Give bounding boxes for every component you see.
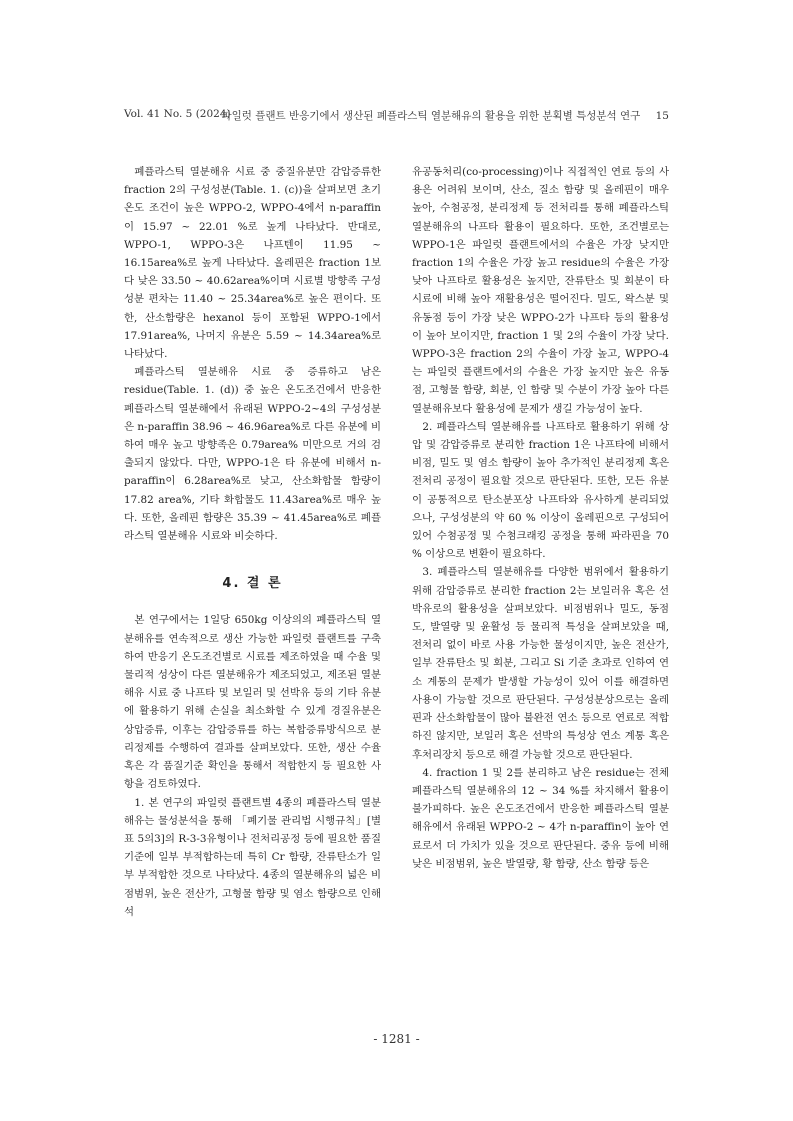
paragraph-fraction2-composition: 폐플라스틱 열분해유 시료 중 중질유분만 감압증류한 fraction 2의 구성성분(Table. 1. (c))을 살펴보면 초기온도 조건이 높은 WPPO-2, WPPO-4에서 n-paraffin이 15.97 ~ 22.01 %로 높게 나타났다. 반대로, WPPO-1, WPPO-3은 나프텐이 11.95 ~ 16.15area%로 높게 나타났다. 올레핀은 fraction 1보다 낮은 33.50 ~ 40.62area%이며 시료별 방향족 구성성분 편차는 11.40 ~ 25.34area%로 높은 편이다. 또한, 산소함량은 hexanol 등이 포함된 WPPO-1에서 17.91area%, 나머지 유분은 5.59 ~ 14.34area%로 나타났다.: [124, 166, 381, 361]
header-page-number: 15: [655, 110, 669, 122]
paragraph-conclusion-item-1: 1. 본 연구의 파일럿 플랜트별 4종의 폐플라스틱 열분해유는 물성분석을 통해 「폐기물 관리법 시행규칙」[별표 5의3]의 R-3-3유형이나 전처리공정 등에 필요한 품질기준에 일부 부적합하는데 특히 Cr 함량, 잔류탄소가 일부 부적합한 것으로 나타났다. 4종의 열분해유의 넓은 비점범위, 높은 전산가, 고형물 함량 및 염소 함량으로 인해 석: [124, 796, 381, 918]
paragraph-conclusion-item-2: 2. 폐플라스틱 열분해유를 나프타로 활용하기 위해 상압 및 감압증류로 분리한 fraction 1은 나프타에 비해서 비점, 밀도 및 염소 함량이 높아 추가적인 분리정제 혹은 전처리 공정이 필요할 것으로 판단된다. 또한, 모든 유분이 공통적으로 탄소분포상 나프타와 유사하게 분리되었으나, 구성성분의 약 60 % 이상이 올레핀으로 구성되어 있어 수첨공정 및 수첨크래킹 공정을 통해 파라핀을 70 % 이상으로 변환이 필요하다.: [412, 420, 669, 561]
paragraph-conclusion-item-1-cont: 유공동처리(co-processing)이나 직접적인 연료 등의 사용은 어려워 보이며, 산소, 질소 함량 및 올레핀이 매우 높아, 수첨공정, 분리정제 등 전처리를 통해 폐플라스틱 열분해유의 나프타 활용이 필요하다. 또한, 조건별로는 WPPO-1은 파일럿 플랜트에서의 수율은 가장 낮지만 fraction 1의 수율은 가장 높고 residue의 수율은 가장 낮아 나프타로 활용성은 높지만, 잔류탄소 및 회분이 타 시료에 비해 높아 재활용성은 떨어진다. 밀도, 왁스분 및 유동점 등이 가장 낮은 WPPO-2가 나프타 등의 활용성이 높아 보이지만, fraction 1 및 2의 수율이 가장 낮다. WPPO-3은 fraction 2의 수율이 가장 높고, WPPO-4는 파일럿 플랜트에서의 수율은 가장 높지만 높은 유동점, 고형물 함량, 회분, 인 함량 및 수분이 가장 높아 다른 열분해유보다 활용성에 문제가 생길 가능성이 높다.: [412, 166, 669, 415]
paragraph-conclusion-intro: 본 연구에서는 1일당 650kg 이상의의 폐플라스틱 열분해유를 연속적으로 생산 가능한 파일럿 플랜트를 구축하여 반응기 온도조건별로 시료를 제조하였을 때 수율 및 물리적 성상이 다른 열분해유가 제조되었고, 제조된 열분해유 시료 중 나프타 및 보일러 및 선박유 등의 기타 유분에 활용하기 위해 손실을 최소화할 수 있게 경질유분은 상압증류, 이후는 감압증류를 하는 복합증류방식으로 분리정제를 수행하여 결과를 살펴보았다. 또한, 생산 수율 혹은 각 품질기준 확인을 통해서 적합한지 등 필요한 사항을 검토하였다.: [124, 614, 381, 791]
running-title: 파일럿 플랜트 반응기에서 생산된 폐플라스틱 열분해유의 활용을 위한 분획별 특성분석 연구: [221, 110, 641, 122]
paragraph-conclusion-item-4: 4. fraction 1 및 2를 분리하고 남은 residue는 전체 폐플라스틱 열분해유의 12 ~ 34 %를 차지해서 활용이 불가피하다. 높은 온도조건에서 반응한 폐플라스틱 열분해유에서 유래된 WPPO-2 ~ 4가 n-paraffin이 높아 연료로서 더 가치가 있을 것으로 판단된다. 중유 등에 비해 낮은 비점범위, 높은 발열량, 황 함량, 산소 함량 등은: [412, 766, 669, 870]
running-header: [124, 108, 669, 124]
journal-volume: Vol. 41 No. 5 (2024): [124, 108, 231, 120]
left-column: [124, 163, 381, 921]
right-column: [412, 163, 669, 873]
paragraph-residue-composition: 폐플라스틱 열분해유 시료 중 증류하고 남은 residue(Table. 1. (d)) 중 높은 온도조건에서 반응한 폐플라스틱 열분해에서 유래된 WPPO-2~4의 구성성분은 n-paraffin 38.96 ~ 46.96area%로 다른 유분에 비하여 매우 높고 방향족은 0.79area% 미만으로 거의 검출되지 않았다. 다만, WPPO-1은 타 유분에 비해서 n-paraffin이 6.28area%로 낮고, 산소화합물 함량이 17.82 area%, 기타 화합물도 11.43area%로 매우 높다. 또한, 올레핀 함량은 35.39 ~ 41.45area%로 폐플라스틱 열분해유 시료와 비슷하다.: [124, 366, 381, 543]
page-footer-number: - 1281 -: [373, 1032, 420, 1046]
paragraph-conclusion-item-3: 3. 폐플라스틱 열분해유를 다양한 범위에서 활용하기 위해 감압증류로 분리한 fraction 2는 보일러유 혹은 선박유로의 활용성을 살펴보았다. 비점범위나 밀도, 동점도, 발열량 및 윤활성 등 물리적 특성을 살펴보았을 때, 전처리 없이 바로 사용 가능한 물성이지만, 높은 전산가, 일부 잔류탄소 및 회분, 그리고 Si 기준 초과로 인하여 연소 계통의 문제가 발생할 가능성이 있어 이를 해결하면 사용이 가능할 것으로 판단된다. 구성성분상으로는 올레핀과 산소화합물이 많아 불완전 연소 등으로 연료로 적합하진 않지만, 보일러 혹은 선박의 특성상 연소 계통 혹은 후처리장치 등으로 해결 가능할 것으로 판단된다.: [412, 566, 669, 761]
section-title-conclusion: 4. 결 론: [222, 576, 283, 592]
running-title-block: [221, 108, 669, 123]
